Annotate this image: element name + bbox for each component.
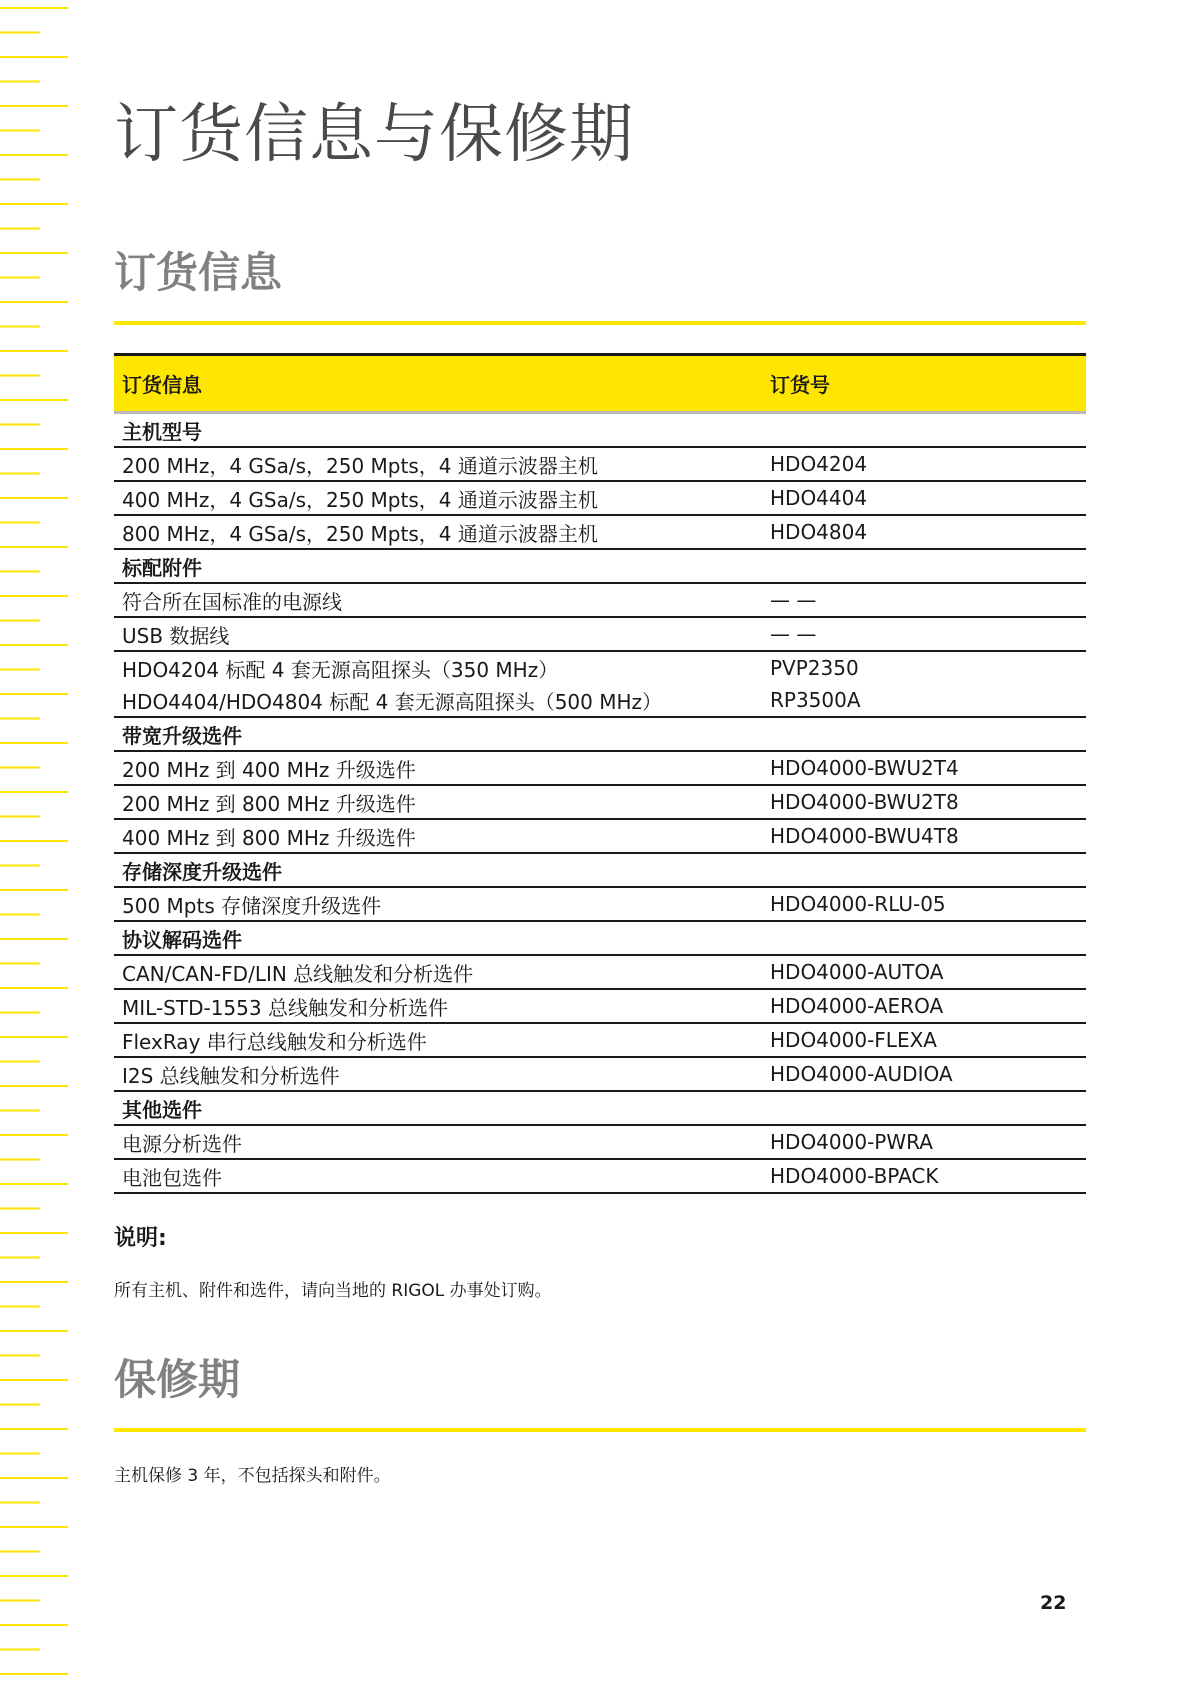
- cell-order-number: HDO4204: [762, 447, 1086, 481]
- cell-order-number: HDO4000-AEROA: [762, 989, 1086, 1023]
- cell-order-number: [762, 717, 1086, 751]
- table-row: [114, 1159, 1086, 1193]
- table-row: [114, 819, 1086, 853]
- group-header-row: [114, 853, 1086, 887]
- cell-description: USB 数据线: [114, 617, 762, 651]
- cell-order-number: [762, 921, 1086, 955]
- cell-description: 存储深度升级选件: [114, 853, 762, 887]
- table-header-row: [114, 355, 1086, 413]
- table-row: [114, 1023, 1086, 1057]
- cell-description: 200 MHz 到 400 MHz 升级选件: [114, 751, 762, 785]
- cell-description: 400 MHz，4 GSa/s，250 Mpts，4 通道示波器主机: [114, 481, 762, 515]
- warranty-section-divider: [114, 1428, 1086, 1432]
- table-row: [114, 785, 1086, 819]
- cell-order-number: HDO4000-BPACK: [762, 1159, 1086, 1193]
- group-header-row: [114, 921, 1086, 955]
- cell-description: 其他选件: [114, 1091, 762, 1125]
- cell-description: HDO4204 标配 4 套无源高阻探头（350 MHz）: [122, 657, 559, 682]
- cell-description: 800 MHz，4 GSa/s，250 Mpts，4 通道示波器主机: [114, 515, 762, 549]
- warranty-section-heading: 保修期: [114, 1355, 241, 1404]
- table-row: [114, 583, 1086, 617]
- warranty-text: 主机保修 3 年，不包括探头和附件。: [114, 1466, 391, 1486]
- ordering-section-divider: [114, 321, 1086, 325]
- cell-description: 电池包选件: [114, 1159, 762, 1193]
- cell-order-number: RP3500A: [762, 684, 1086, 717]
- cell-description: MIL-STD-1553 总线触发和分析选件: [114, 989, 762, 1023]
- page-title: 订货信息与保修期: [114, 98, 634, 172]
- cell-order-number: — —: [762, 583, 1086, 617]
- header-order-number: 订货号: [762, 355, 1086, 413]
- cell-description: 协议解码选件: [114, 921, 762, 955]
- table-row: [114, 481, 1086, 515]
- table-row: [114, 515, 1086, 549]
- cell-order-number: — —: [762, 617, 1086, 651]
- cell-order-number: HDO4000-AUTOA: [762, 955, 1086, 989]
- margin-decoration: [0, 0, 70, 1696]
- cell-description: 电源分析选件: [114, 1125, 762, 1159]
- table-body: [114, 413, 1086, 1194]
- cell-description: 400 MHz 到 800 MHz 升级选件: [114, 819, 762, 853]
- table-row: [114, 887, 1086, 921]
- table-row: [114, 751, 1086, 785]
- cell-description: I2S 总线触发和分析选件: [114, 1057, 762, 1091]
- cell-description: 500 Mpts 存储深度升级选件: [114, 887, 762, 921]
- table-row: [114, 684, 1086, 717]
- cell-description: 200 MHz，4 GSa/s，250 Mpts，4 通道示波器主机: [114, 447, 762, 481]
- cell-order-number: HDO4000-BWU2T8: [762, 785, 1086, 819]
- cell-order-number: [762, 413, 1086, 448]
- cell-order-number: [762, 853, 1086, 887]
- table-row: [114, 1125, 1086, 1159]
- cell-order-number: HDO4000-BWU2T4: [762, 751, 1086, 785]
- cell-order-number: HDO4000-RLU-05: [762, 887, 1086, 921]
- group-header-row: [114, 1091, 1086, 1125]
- note-text: 所有主机、附件和选件，请向当地的 RIGOL 办事处订购。: [114, 1281, 552, 1301]
- cell-order-number: HDO4000-PWRA: [762, 1125, 1086, 1159]
- page-number: 22: [1040, 1592, 1067, 1614]
- group-header-row: [114, 413, 1086, 448]
- table-row: [114, 989, 1086, 1023]
- cell-description: FlexRay 串行总线触发和分析选件: [114, 1023, 762, 1057]
- cell-order-number: HDO4000-AUDIOA: [762, 1057, 1086, 1091]
- cell-order-number: HDO4404: [762, 481, 1086, 515]
- cell-order-number: [762, 549, 1086, 583]
- cell-description: 符合所在国标准的电源线: [114, 583, 762, 617]
- cell-description: CAN/CAN-FD/LIN 总线触发和分析选件: [114, 955, 762, 989]
- header-description: 订货信息: [114, 355, 762, 413]
- cell-order-number: HDO4000-BWU4T8: [762, 819, 1086, 853]
- group-header-row: [114, 549, 1086, 583]
- ordering-section-heading: 订货信息: [114, 248, 283, 297]
- cell-description: HDO4404/HDO4804 标配 4 套无源高阻探头（500 MHz）: [114, 684, 762, 717]
- table-row: [114, 447, 1086, 481]
- note-label: 说明:: [114, 1226, 167, 1251]
- cell-order-number: HDO4804: [762, 515, 1086, 549]
- cell-order-number: PVP2350: [770, 656, 859, 680]
- cell-order-number: [762, 1091, 1086, 1125]
- group-header-row: [114, 717, 1086, 751]
- table-row: [114, 955, 1086, 989]
- table-row: [114, 651, 1086, 684]
- cell-description: 标配附件: [114, 549, 762, 583]
- table-row: [114, 617, 1086, 651]
- cell-order-number: HDO4000-FLEXA: [762, 1023, 1086, 1057]
- ordering-table: [114, 353, 1086, 1194]
- cell-description: 带宽升级选件: [114, 717, 762, 751]
- cell-description: 200 MHz 到 800 MHz 升级选件: [114, 785, 762, 819]
- cell-description: 主机型号: [114, 413, 762, 448]
- table-row: [114, 1057, 1086, 1091]
